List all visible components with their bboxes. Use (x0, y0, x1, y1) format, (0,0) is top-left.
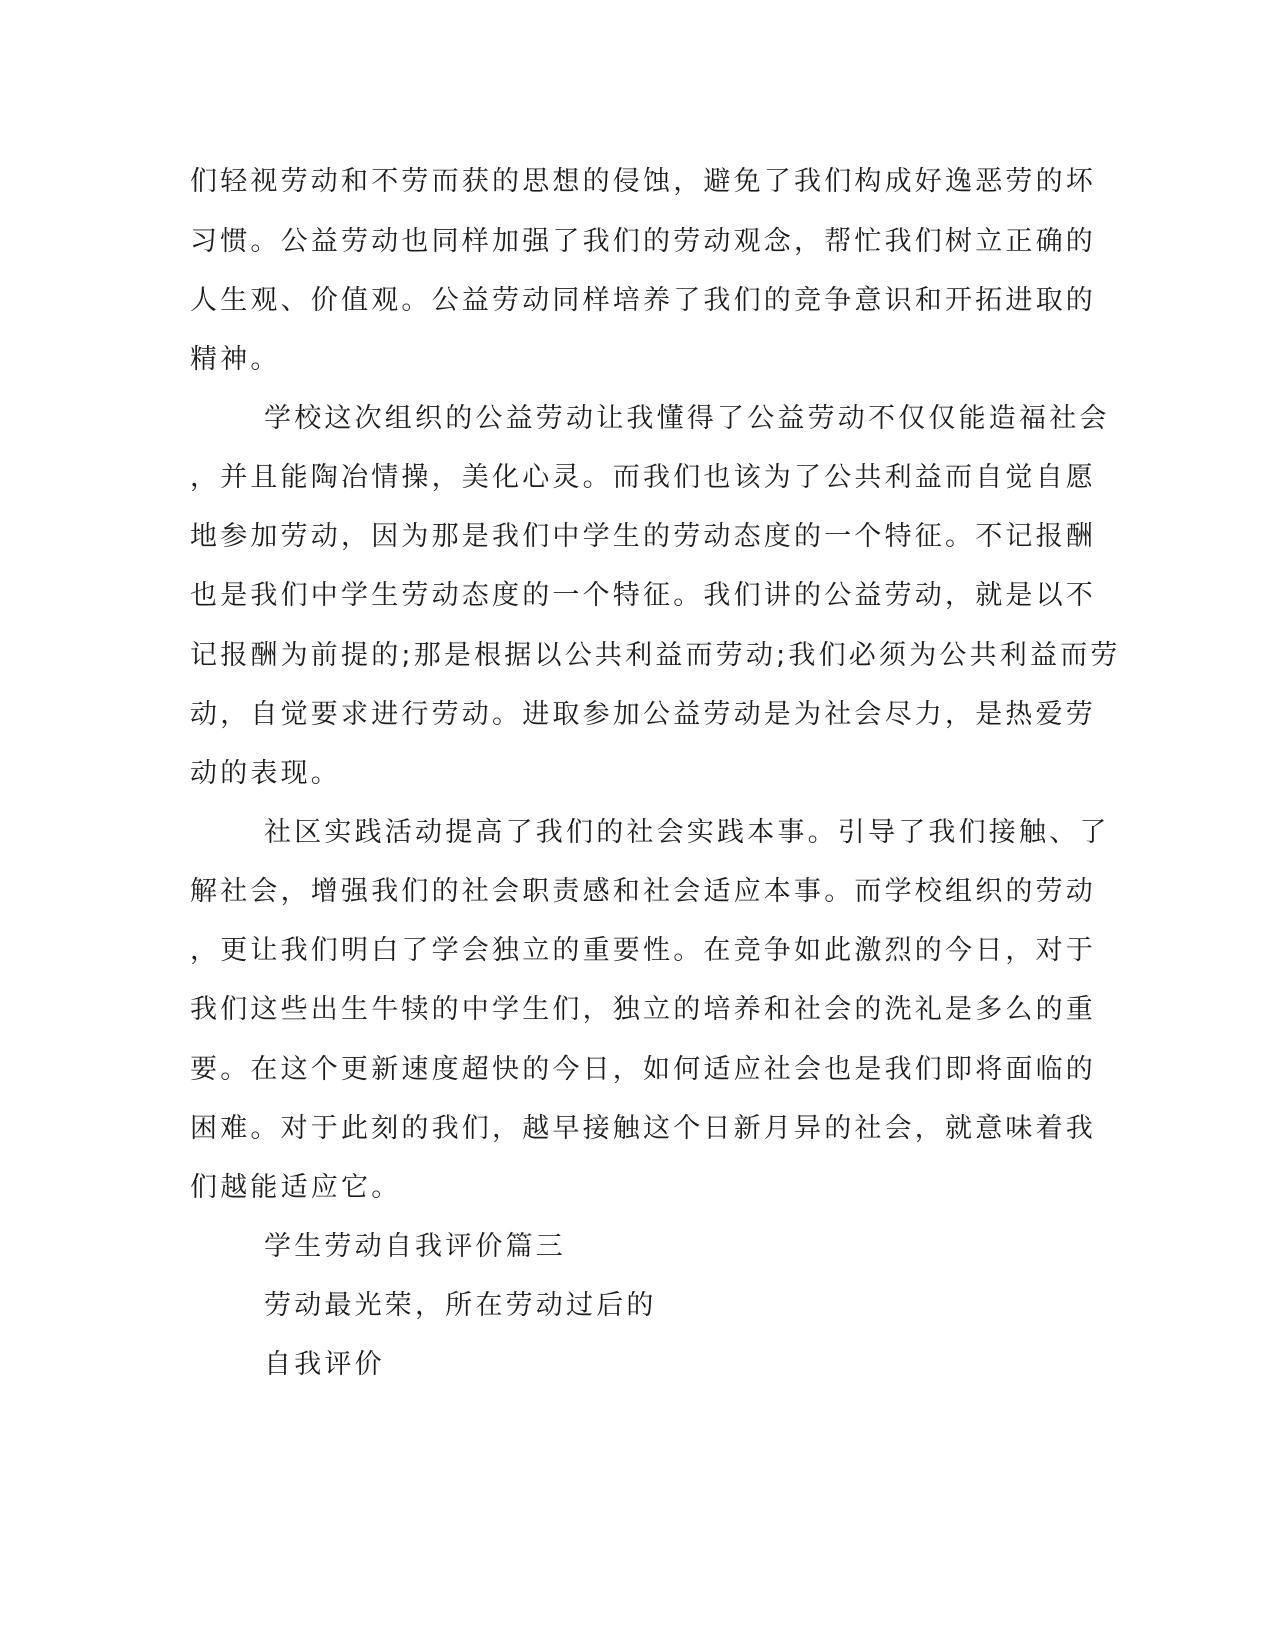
text-line: 地参加劳动，因为那是我们中学生的劳动态度的一个特征。不记报酬 (190, 521, 1096, 552)
text-line: 困难。对于此刻的我们，越早接触这个日新月异的社会，就意味着我 (190, 1113, 1096, 1144)
paragraph-start-line: 学校这次组织的公益劳动让我懂得了公益劳动不仅仅能造福社会 (264, 403, 1110, 434)
text-line: 要。在这个更新速度超快的今日，如何适应社会也是我们即将面临的 (190, 1054, 1096, 1085)
text-line: ，更让我们明白了学会独立的重要性。在竞争如此激烈的今日，对于 (190, 935, 1096, 966)
text-line: 们轻视劳动和不劳而获的思想的侵蚀，避免了我们构成好逸恶劳的坏 (190, 166, 1096, 197)
text-line: ，并且能陶冶情操，美化心灵。而我们也该为了公共利益而自觉自愿 (190, 462, 1096, 493)
paragraph-start-line: 社区实践活动提高了我们的社会实践本事。引导了我们接触、了 (264, 817, 1110, 848)
text-line: 记报酬为前提的;那是根据以公共利益而劳动;我们必须为公共利益而劳 (190, 640, 1121, 671)
text-line: 也是我们中学生劳动态度的一个特征。我们讲的公益劳动，就是以不 (190, 580, 1096, 611)
text-line: 习惯。公益劳动也同样加强了我们的劳动观念，帮忙我们树立正确的 (190, 226, 1096, 257)
subheading-line: 自我评价 (264, 1349, 385, 1380)
subheading-line: 劳动最光荣，所在劳动过后的 (264, 1290, 657, 1321)
text-line: 解社会，增强我们的社会职责感和社会适应本事。而学校组织的劳动 (190, 876, 1096, 907)
text-line: 动的表现。 (190, 758, 341, 789)
section-heading: 学生劳动自我评价篇三 (264, 1231, 566, 1262)
text-line: 动，自觉要求进行劳动。进取参加公益劳动是为社会尽力，是热爱劳 (190, 699, 1096, 730)
text-line: 们越能适应它。 (190, 1172, 402, 1203)
text-line: 人生观、价值观。公益劳动同样培养了我们的竞争意识和开拓进取的 (190, 285, 1096, 316)
text-line: 精神。 (190, 344, 281, 375)
text-line: 我们这些出生牛犊的中学生们，独立的培养和社会的洗礼是多么的重 (190, 994, 1096, 1025)
